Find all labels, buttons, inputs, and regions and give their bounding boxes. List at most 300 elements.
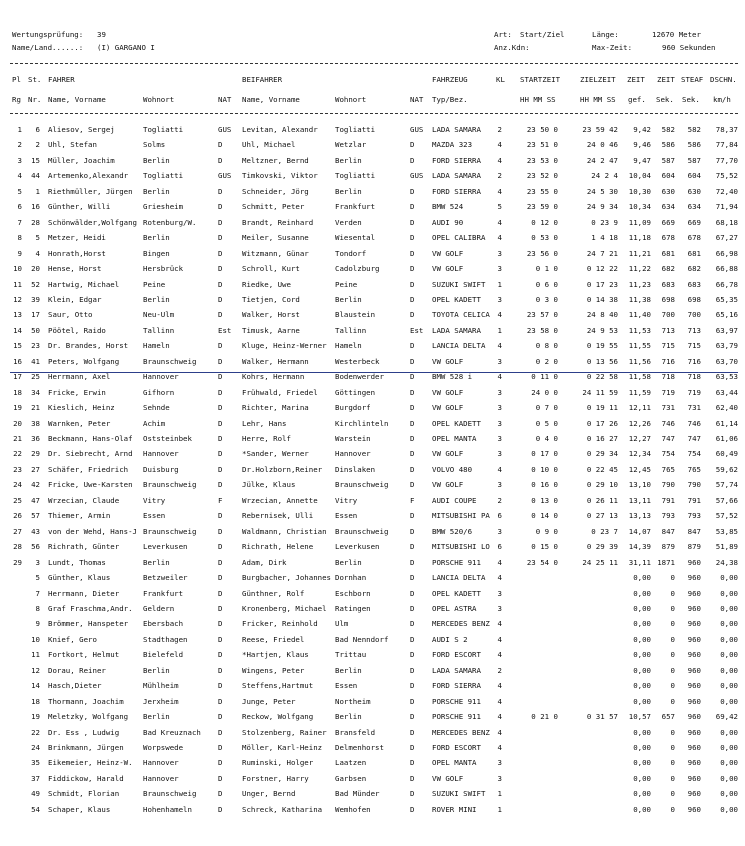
cell-kmh: 0,00 [720,588,738,598]
cell-bname: Walker, Horst [242,310,300,320]
cell-pl: 27 [13,526,22,536]
cell-typ: BMW 520/6 [432,526,473,536]
cell-bnat: D [410,650,415,660]
cell-pl: 20 [13,418,22,428]
cell-ssek: 700 [687,310,701,320]
cell-ort: Vitry [143,495,166,505]
cell-ssek: 960 [687,758,701,768]
cell-ziel: 0 17 23 [586,279,618,289]
cell-typ: AUDI S 2 [432,634,468,644]
cell-ssek: 715 [687,341,701,351]
cell-typ: LADA SAMARA [432,325,481,335]
cell-bort: Bad Münder [335,789,380,799]
cell-ort: Hannover [143,372,179,382]
cell-gef: 11,40 [628,310,651,320]
cell-typ: MERCEDES BENZ [432,727,490,737]
cell-ziel: 0 29 34 [586,449,618,459]
cell-sek: 879 [661,542,675,552]
col-bnat: NAT [410,95,424,104]
cell-bnat: D [410,294,415,304]
cell-kmh: 0,00 [720,758,738,768]
cell-ssek: 586 [687,140,701,150]
col-zeit-sek: ZEIT [657,75,675,84]
cell-typ: LADA SAMARA [432,171,481,181]
cell-kl: 3 [497,603,502,613]
cell-gef: 10,04 [628,171,651,181]
cell-start: 0 9 0 [535,526,558,536]
cell-bname: Steffens,Hartmut [242,681,314,691]
cell-kl: 1 [497,804,502,814]
cell-kl: 3 [497,480,502,490]
cell-gef: 12,45 [628,464,651,474]
cell-bnat: D [410,202,415,212]
cell-bort: Göttingen [335,387,376,397]
cell-typ: OPEL ASTRA [432,603,477,613]
cell-kl: 3 [497,758,502,768]
cell-gef: 0,00 [633,619,651,629]
cell-sek: 731 [661,403,675,413]
cell-bnat: D [410,681,415,691]
cell-bort: Braunschweig [335,526,389,536]
cell-nr: 37 [31,773,40,783]
cell-nat: D [218,140,223,150]
cell-name: Riethmüller, Jürgen [48,186,133,196]
cell-ziel: 0 26 11 [586,495,618,505]
cell-bnat: GUS [410,171,424,181]
cell-kmh: 63,79 [715,341,738,351]
cell-ziel: 24 8 40 [586,310,618,320]
cell-sek: 0 [670,619,675,629]
cell-gef: 12,11 [628,403,651,413]
cell-pl: 12 [13,294,22,304]
cell-ssek: 630 [687,186,701,196]
cell-gef: 11,56 [628,356,651,366]
cell-sek: 0 [670,758,675,768]
cell-nat: D [218,434,223,443]
cell-bort: Berlin [335,665,362,675]
cell-typ: AUDI COUPE [432,495,477,505]
cell-kl: 4 [497,233,502,243]
cell-ssek: 960 [687,743,701,752]
cell-kl: 3 [497,418,502,428]
cell-pl: 25 [13,495,22,505]
cell-ort: Braunschweig [143,356,197,366]
cell-gef: 12,34 [628,449,651,459]
cell-bort: Ulm [335,619,349,629]
cell-name: Dr. Siebrecht, Arnd [48,449,133,459]
cell-bort: Hameln [335,341,362,351]
cell-bnat: D [410,233,415,243]
cell-sek: 698 [661,294,675,304]
cell-ziel: 0 29 10 [586,480,618,490]
cell-nat: D [218,511,223,521]
header-rule [10,63,738,64]
cell-ssek: 587 [687,155,701,165]
col-wohnort: Wohnort [143,95,175,104]
col-zielzeit: ZIELZEIT [580,75,616,84]
cell-bort: Kirchlinteln [335,418,389,428]
cell-kmh: 63,70 [715,356,738,366]
cell-kl: 4 [497,464,502,474]
cell-bort: Tondorf [335,248,367,258]
cell-sek: 0 [670,634,675,644]
cell-kl: 3 [497,403,502,413]
cell-sek: 716 [661,356,675,366]
cell-gef: 13,11 [628,495,651,505]
cell-bname: Jülke, Klaus [242,480,296,490]
cell-kmh: 0,00 [720,743,738,752]
cell-ort: Achim [143,418,166,428]
cell-nat: D [218,557,223,567]
cell-gef: 11,21 [628,248,651,258]
cell-bort: Laatzen [335,758,367,768]
cell-pl: 13 [13,310,22,320]
cell-ssek: 716 [687,356,701,366]
cell-bnat: D [410,542,415,552]
cell-start: 0 16 0 [531,480,558,490]
cell-gef: 9,47 [633,155,651,165]
cell-bnat: D [410,248,415,258]
col-typ: Typ/Bez. [432,95,468,104]
cell-gef: 0,00 [633,804,651,814]
cell-sek: 0 [670,665,675,675]
cell-pl: 1 [17,125,22,134]
cell-ort: Berlin [143,233,170,243]
cell-nr: 23 [31,341,40,351]
cell-sek: 0 [670,789,675,799]
cell-nr: 12 [31,665,40,675]
col-pl: Pl [12,75,21,84]
cell-ssek: 960 [687,665,701,675]
cell-typ: FORD ESCORT [432,650,481,660]
cell-kl: 2 [497,665,502,675]
cell-bnat: D [410,619,415,629]
cell-nr: 54 [31,804,40,814]
cell-pl: 24 [13,480,22,490]
cell-gef: 0,00 [633,665,651,675]
cell-name: Fortkort, Helmut [48,650,120,660]
cell-gef: 0,00 [633,743,651,752]
cell-pl: 3 [17,155,22,165]
cell-typ: LADA SAMARA [432,665,481,675]
cell-ziel: 0 23 7 [591,526,618,536]
cell-bname: Richter, Marina [242,403,309,413]
cell-name: Schönwälder,Wolfgang [48,217,137,227]
cell-gef: 11,22 [628,264,651,274]
cell-nat: D [218,650,223,660]
cell-sek: 0 [670,681,675,691]
cell-bname: Frühwald, Friedel [242,387,318,397]
cell-bnat: D [410,140,415,150]
cell-sek: 713 [661,325,675,335]
cell-typ: VW GOLF [432,356,464,366]
cell-bnat: D [410,773,415,783]
cell-nr: 21 [31,403,40,413]
cell-pl: 6 [17,202,22,212]
cell-sek: 683 [661,279,675,289]
cell-ort: Bad Kreuznach [143,727,201,737]
cell-gef: 0,00 [633,573,651,583]
col-bwohnort: Wohnort [335,95,367,104]
cell-ssek: 713 [687,325,701,335]
cell-ort: Stadthagen [143,634,188,644]
cell-kmh: 53,85 [715,526,738,536]
cell-bname: Reckow, Wolfgang [242,712,314,722]
cell-bort: Braunschweig [335,480,389,490]
col-st: St. [28,75,42,84]
cell-nat: D [218,248,223,258]
cell-kmh: 57,66 [715,495,738,505]
cell-nat: GUS [218,125,232,134]
cell-gef: 11,53 [628,325,651,335]
cell-kmh: 0,00 [720,634,738,644]
cell-bname: Schmitt, Peter [242,202,305,212]
column-rule [10,113,738,114]
cell-name: Meletzky, Wolfgang [48,712,129,722]
cell-start: 23 57 0 [526,310,558,320]
cell-bname: Forstner, Harry [242,773,309,783]
cell-bname: Herre, Rolf [242,434,291,443]
cell-nr: 38 [31,418,40,428]
cell-nat: D [218,372,223,382]
cell-ssek: 960 [687,619,701,629]
cell-nat: D [218,743,223,752]
cell-pl: 26 [13,511,22,521]
cell-bort: Togliatti [335,125,376,134]
cell-sek: 715 [661,341,675,351]
cell-kl: 4 [497,372,502,382]
cell-ort: Geldern [143,603,175,613]
cell-kl: 3 [497,773,502,783]
cell-typ: VW GOLF [432,480,464,490]
cell-typ: LANCIA DELTA [432,341,486,351]
cell-nr: 14 [31,681,40,691]
cell-kl: 3 [497,449,502,459]
cell-bnat: D [410,665,415,675]
cell-ziel: 24 9 53 [586,325,618,335]
cell-bnat: D [410,557,415,567]
cell-bort: Peine [335,279,358,289]
cell-nr: 36 [31,434,40,443]
cell-nat: D [218,712,223,722]
cell-nr: 7 [35,588,40,598]
cell-bname: Schroll, Kurt [242,264,300,274]
cell-start: 23 54 0 [526,557,558,567]
cell-kl: 4 [497,341,502,351]
cell-sek: 754 [661,449,675,459]
name-value: (I) GARGANO I [97,43,155,52]
cell-bort: Togliatti [335,171,376,181]
cell-pl: 23 [13,464,22,474]
cell-ziel: 24 25 11 [582,557,618,567]
cell-bname: Reese, Friedel [242,634,305,644]
cell-ort: Worpswede [143,743,184,752]
col-ziel-hms: HH MM SS [580,95,616,104]
cell-ssek: 960 [687,573,701,583]
cell-typ: FORD SIERRA [432,186,481,196]
cell-bname: Riedke, Uwe [242,279,291,289]
cell-bname: Walker, Hermann [242,356,309,366]
cell-kl: 4 [497,712,502,722]
cell-typ: LADA SAMARA [432,125,481,134]
cell-bname: Fricker, Reinhold [242,619,318,629]
cell-typ: MAZDA 323 [432,140,473,150]
cell-bnat: D [410,696,415,706]
cell-kl: 3 [497,387,502,397]
cell-name: Müller, Joachim [48,155,115,165]
cell-ssek: 683 [687,279,701,289]
laenge-label: Länge: [592,30,619,39]
cell-name: Artemenko,Alexandr [48,171,129,181]
cell-pl: 15 [13,341,22,351]
cell-name: Metzer, Heidi [48,233,106,243]
cell-bnat: D [410,418,415,428]
cell-gef: 11,59 [628,387,651,397]
cell-nat: D [218,588,223,598]
cell-name: Herrmann, Axel [48,372,111,382]
cell-bort: Wemhofen [335,804,371,814]
cell-sek: 765 [661,464,675,474]
cell-bnat: GUS [410,125,424,134]
cell-sek: 0 [670,773,675,783]
cell-nat: Est [218,325,232,335]
cell-bort: Verden [335,217,362,227]
maxzeit-value: 960 Sekunden [662,43,716,52]
cell-nr: 27 [31,464,40,474]
cell-gef: 0,00 [633,789,651,799]
cell-bname: Burgbacher, Johannes [242,573,331,583]
cell-start: 0 11 0 [531,372,558,382]
cell-kmh: 71,94 [715,202,738,212]
cell-kmh: 24,38 [715,557,738,567]
cell-gef: 31,11 [628,557,651,567]
cell-bname: Kronenberg, Michael [242,603,327,613]
cell-bort: Berlin [335,294,362,304]
cell-ziel: 0 22 45 [586,464,618,474]
cell-nat: D [218,202,223,212]
cell-ziel: 0 27 13 [586,511,618,521]
cell-kl: 4 [497,573,502,583]
cell-gef: 0,00 [633,758,651,768]
cell-ssek: 960 [687,650,701,660]
cell-ssek: 765 [687,464,701,474]
cell-kmh: 72,40 [715,186,738,196]
cell-ssek: 754 [687,449,701,459]
cell-nat: D [218,634,223,644]
cell-nr: 50 [31,325,40,335]
cell-bort: Cadolzburg [335,264,380,274]
cell-nr: 25 [31,372,40,382]
cell-start: 0 17 0 [531,449,558,459]
cell-ziel: 0 19 55 [586,341,618,351]
cell-name: Herrmann, Dieter [48,588,120,598]
col-rg: Rg [12,95,21,104]
cell-pl: 22 [13,449,22,459]
cell-name: Wrzecian, Claude [48,495,120,505]
cell-bort: Frankfurt [335,202,376,212]
cell-bnat: D [410,758,415,768]
cell-nat: D [218,310,223,320]
cell-bnat: D [410,434,415,443]
cell-nr: 17 [31,310,40,320]
cell-pl: 19 [13,403,22,413]
cell-bname: Richrath, Helene [242,542,314,552]
cell-kl: 3 [497,248,502,258]
wertung-value: 39 [97,30,106,39]
cell-nat: GUS [218,171,232,181]
cell-ssek: 790 [687,480,701,490]
cell-kl: 4 [497,681,502,691]
cell-bname: Stolzenberg, Rainer [242,727,327,737]
cell-gef: 0,00 [633,603,651,613]
cell-ssek: 879 [687,542,701,552]
cell-start: 23 55 0 [526,186,558,196]
art-label: Art: [494,30,512,39]
cell-ziel: 0 19 11 [586,403,618,413]
cell-typ: VW GOLF [432,773,464,783]
cell-sek: 718 [661,372,675,382]
col-fahrer: FAHRER [48,75,75,84]
cell-bname: Dr.Holzborn,Reiner [242,464,323,474]
cell-gef: 11,58 [628,372,651,382]
cell-kmh: 65,35 [715,294,738,304]
cell-bort: Hannover [335,449,371,459]
cell-typ: PORSCHE 911 [432,557,481,567]
cell-nr: 18 [31,696,40,706]
cell-ssek: 718 [687,372,701,382]
cell-start: 23 59 0 [526,202,558,212]
col-dschn: DSCHN. [710,75,737,84]
cell-name: Knief, Gero [48,634,97,644]
cell-bort: Garbsen [335,773,367,783]
cell-nat: D [218,758,223,768]
cell-name: Eikemeier, Heinz-W. [48,758,133,768]
cell-nat: D [218,480,223,490]
cell-sek: 0 [670,650,675,660]
cell-pl: 21 [13,434,22,443]
cell-name: Klein, Edgar [48,294,102,304]
cell-kl: 2 [497,125,502,134]
cell-nr: 19 [31,712,40,722]
cell-kmh: 66,98 [715,248,738,258]
cell-ssek: 731 [687,403,701,413]
cell-name: Hense, Horst [48,264,102,274]
cell-nr: 16 [31,202,40,212]
cell-nr: 2 [35,140,40,150]
cell-start: 0 12 0 [531,217,558,227]
cell-pl: 9 [17,248,22,258]
cell-name: Fiddickow, Harald [48,773,124,783]
cell-ssek: 960 [687,789,701,799]
cell-bnat: D [410,588,415,598]
cell-bname: Unger, Bernd [242,789,296,799]
cell-bname: Timkovski, Viktor [242,171,318,181]
cell-start: 23 52 0 [526,171,558,181]
cell-pl: 29 [13,557,22,567]
cell-ort: Neu-Ulm [143,310,175,320]
cell-sek: 0 [670,696,675,706]
cell-start: 23 51 0 [526,140,558,150]
cell-ziel: 0 31 57 [586,712,618,722]
cell-bort: Blaustein [335,310,376,320]
col-beifahrer: BEIFAHRER [242,75,283,84]
cell-nr: 29 [31,449,40,459]
cell-pl: 2 [17,140,22,150]
cell-bort: Trittau [335,650,367,660]
cell-bnat: F [410,495,415,505]
cell-bname: Timusk, Aarne [242,325,300,335]
cell-pl: 11 [13,279,22,289]
